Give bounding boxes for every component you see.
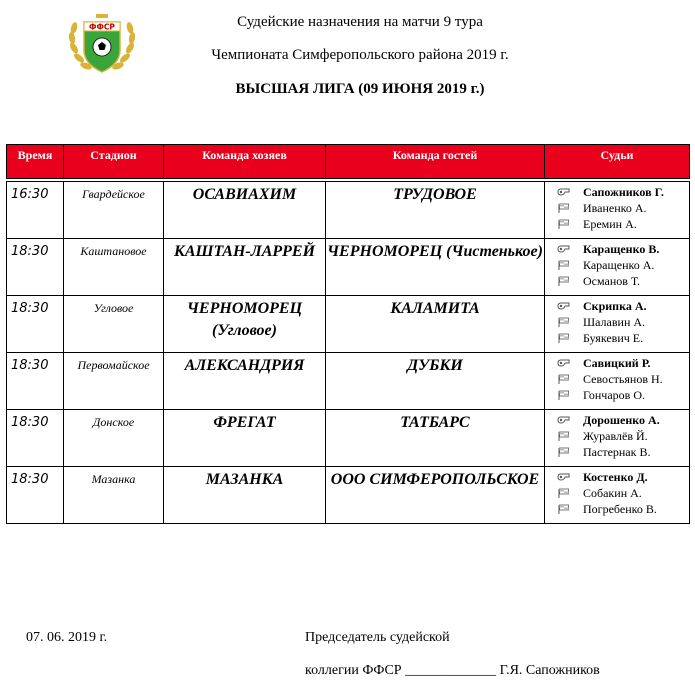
referee-name: Еремин А. xyxy=(583,217,637,231)
main-referee xyxy=(555,355,689,371)
column-header-away-team: Команда гостей xyxy=(326,145,545,179)
referee-name: Севостьянов Н. xyxy=(583,372,663,386)
referee-name: Погребенко В. xyxy=(583,502,657,516)
home-team: МАЗАНКА xyxy=(164,467,326,524)
referee-name: Костенко Д. xyxy=(583,470,648,484)
referees-cell xyxy=(545,353,690,410)
referees-cell xyxy=(545,410,690,467)
table-row xyxy=(7,353,690,410)
assistant-referee xyxy=(555,501,689,517)
referee-name: Журавлёв Й. xyxy=(583,429,648,443)
assistant-referee xyxy=(555,200,689,216)
referee-name: Пастернак В. xyxy=(583,445,651,459)
referee-name: Собакин А. xyxy=(583,486,642,500)
header-title-line2: Чемпионата Симферопольского района 2019 г. xyxy=(211,47,509,63)
home-team: КАШТАН-ЛАРРЕЙ xyxy=(164,239,326,296)
referee-name: Каращенко В. xyxy=(583,242,660,256)
assistant-referee xyxy=(555,485,689,501)
match-stadium: Каштановое xyxy=(64,239,164,296)
referee-name: Османов Т. xyxy=(583,274,641,288)
referee-name: Шалавин А. xyxy=(583,315,646,329)
ffsr-logo xyxy=(64,6,140,82)
table-row xyxy=(7,296,690,353)
match-time: 18:30 xyxy=(7,410,64,467)
table-header-row xyxy=(7,145,690,179)
referee-name: Буякевич Е. xyxy=(583,331,644,345)
assistant-referee xyxy=(555,330,689,346)
away-team: ТАТБАРС xyxy=(326,410,545,467)
column-header-time: Время xyxy=(7,145,64,179)
column-header-home-team: Команда хозяев xyxy=(164,145,326,179)
match-time: 18:30 xyxy=(7,239,64,296)
match-time: 18:30 xyxy=(7,296,64,353)
referee-name: Сапожников Г. xyxy=(583,185,664,199)
schedule-table xyxy=(6,144,690,524)
referees-cell xyxy=(545,182,690,239)
table-row xyxy=(7,182,690,239)
table-row xyxy=(7,467,690,524)
away-team: ДУБКИ xyxy=(326,353,545,410)
match-time: 18:30 xyxy=(7,353,64,410)
column-header-stadium: Стадион xyxy=(64,145,164,179)
assistant-referee xyxy=(555,216,689,232)
home-team: ФРЕГАТ xyxy=(164,410,326,467)
footer-date: 07. 06. 2019 г. xyxy=(26,630,108,645)
footer-signature-line: коллегии ФФСР _____________ Г.Я. Сапожников xyxy=(305,663,600,678)
header-title-line1: Судейские назначения на матчи 9 тура xyxy=(237,14,483,30)
away-team: ЧЕРНОМОРЕЦ (Чистенькое) xyxy=(326,239,545,296)
away-team: ООО СИМФЕРОПОЛЬСКОЕ xyxy=(326,467,545,524)
header-league-date: ВЫСШАЯ ЛИГА (09 ИЮНЯ 2019 г.) xyxy=(235,81,485,97)
referee-name: Дорошенко А. xyxy=(583,413,660,427)
table-row xyxy=(7,410,690,467)
assistant-referee xyxy=(555,428,689,444)
referees-cell xyxy=(545,239,690,296)
home-team: ЧЕРНОМОРЕЦ (Угловое) xyxy=(164,296,326,353)
match-stadium: Гвардейское xyxy=(64,182,164,239)
main-referee xyxy=(555,298,689,314)
referee-name: Савицкий Р. xyxy=(583,356,651,370)
assistant-referee xyxy=(555,273,689,289)
referee-name: Гончаров О. xyxy=(583,388,645,402)
away-team: КАЛАМИТА xyxy=(326,296,545,353)
referee-name: Каращенко А. xyxy=(583,258,655,272)
assistant-referee xyxy=(555,387,689,403)
referee-name: Скрипка А. xyxy=(583,299,647,313)
svg-text:ФФСР: ФФСР xyxy=(89,22,115,32)
away-team: ТРУДОВОЕ xyxy=(326,182,545,239)
referees-cell xyxy=(545,467,690,524)
footer-chairman-title: Председатель судейской xyxy=(305,630,450,645)
match-stadium: Первомайское xyxy=(64,353,164,410)
match-time: 16:30 xyxy=(7,182,64,239)
main-referee xyxy=(555,184,689,200)
match-time: 18:30 xyxy=(7,467,64,524)
assistant-referee xyxy=(555,371,689,387)
home-team: ОСАВИАХИМ xyxy=(164,182,326,239)
table-row xyxy=(7,239,690,296)
match-stadium: Донское xyxy=(64,410,164,467)
main-referee xyxy=(555,469,689,485)
match-stadium: Угловое xyxy=(64,296,164,353)
referees-cell xyxy=(545,296,690,353)
main-referee xyxy=(555,412,689,428)
column-header-referees: Судьи xyxy=(545,145,690,179)
assistant-referee xyxy=(555,257,689,273)
home-team: АЛЕКСАНДРИЯ xyxy=(164,353,326,410)
assistant-referee xyxy=(555,444,689,460)
assistant-referee xyxy=(555,314,689,330)
referee-name: Иваненко А. xyxy=(583,201,647,215)
main-referee xyxy=(555,241,689,257)
match-stadium: Мазанка xyxy=(64,467,164,524)
